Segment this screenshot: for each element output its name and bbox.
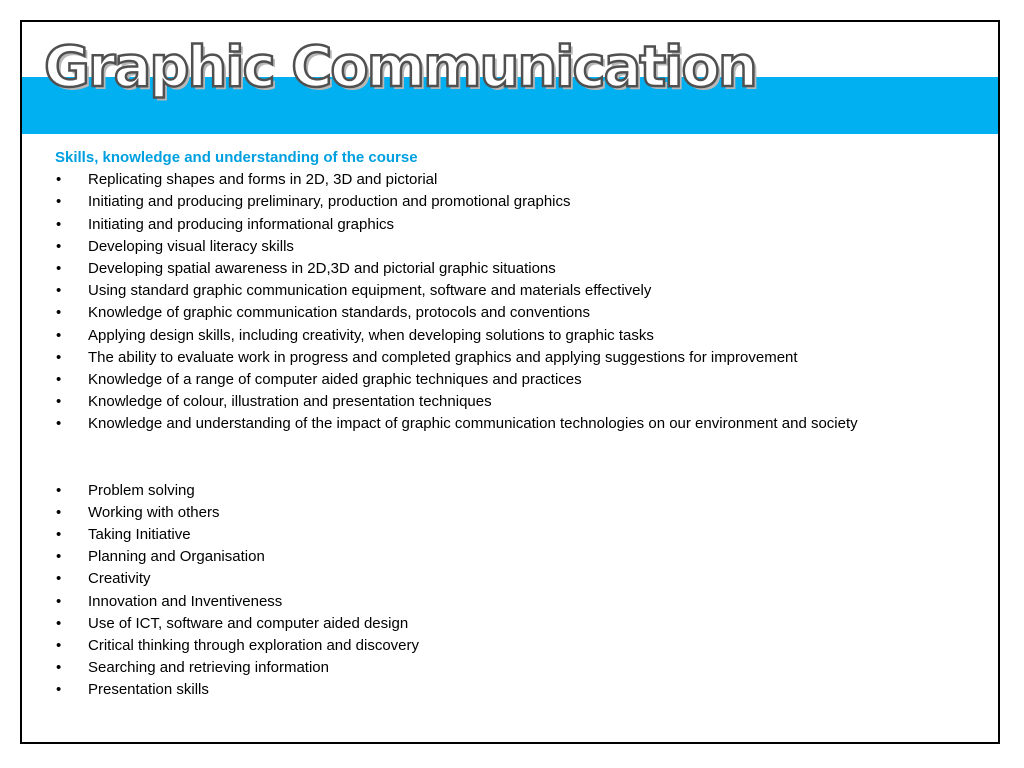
list-item: • Knowledge of a range of computer aided graphic techniques and practices <box>55 369 955 391</box>
bullet-icon: • <box>56 304 62 322</box>
section-heading: Skills, knowledge and understanding of the course <box>55 149 418 166</box>
list-item: • Replicating shapes and forms in 2D, 3D and pictorial <box>55 169 955 191</box>
list-item: • Knowledge of colour, illustration and presentation techniques <box>55 391 955 413</box>
bullet-icon: • <box>56 415 62 433</box>
list-item: • Initiating and producing preliminary, production and promotional graphics <box>55 191 955 213</box>
bullet-icon: • <box>56 282 62 300</box>
bullet-icon: • <box>56 193 62 211</box>
list-item: • Using standard graphic communication equipment, software and materials effectively <box>55 280 955 302</box>
list-item: • Knowledge of graphic communication standards, protocols and conventions <box>55 302 955 324</box>
bullet-icon: • <box>56 659 62 677</box>
slide <box>20 20 1000 744</box>
list-item: • Knowledge and understanding of the impact of graphic communication technologies on our environment and society <box>55 413 955 435</box>
list-item: • Developing visual literacy skills <box>55 236 955 258</box>
bullet-icon: • <box>56 503 62 521</box>
bullet-icon: • <box>56 348 62 366</box>
list-item: • Planning and Organisation <box>55 546 955 568</box>
bullet-icon: • <box>56 526 62 544</box>
list-item: • Working with others <box>55 502 955 524</box>
list-item: • Developing spatial awareness in 2D,3D and pictorial graphic situations <box>55 258 955 280</box>
core-skills-list <box>55 480 955 702</box>
list-item: • Use of ICT, software and computer aided design <box>55 613 955 635</box>
list-item: • Applying design skills, including creativity, when developing solutions to graphic tasks <box>55 325 955 347</box>
list-item: • Searching and retrieving information <box>55 657 955 679</box>
list-item: • Innovation and Inventiveness <box>55 591 955 613</box>
bullet-icon: • <box>56 326 62 344</box>
bullet-icon: • <box>56 592 62 610</box>
bullet-icon: • <box>56 171 62 189</box>
bullet-icon: • <box>56 237 62 255</box>
bullet-icon: • <box>56 637 62 655</box>
bullet-icon: • <box>56 215 62 233</box>
bullet-icon: • <box>56 548 62 566</box>
list-item: • Creativity <box>55 568 955 590</box>
bullet-icon: • <box>56 260 62 278</box>
list-item: • Taking Initiative <box>55 524 955 546</box>
course-skills-list <box>55 169 955 435</box>
list-item: • Initiating and producing informational graphics <box>55 214 955 236</box>
bullet-icon: • <box>56 371 62 389</box>
slide-title: Graphic Communication <box>44 35 756 100</box>
bullet-icon: • <box>56 393 62 411</box>
list-item: • Presentation skills <box>55 679 955 701</box>
bullet-icon: • <box>56 681 62 699</box>
list-item: • The ability to evaluate work in progress and completed graphics and applying suggestions for improvement <box>55 347 955 369</box>
slide-content <box>55 147 955 702</box>
list-spacer <box>55 436 955 480</box>
list-item: • Problem solving <box>55 480 955 502</box>
bullet-icon: • <box>56 481 62 499</box>
bullet-icon: • <box>56 570 62 588</box>
list-item: • Critical thinking through exploration and discovery <box>55 635 955 657</box>
bullet-icon: • <box>56 614 62 632</box>
